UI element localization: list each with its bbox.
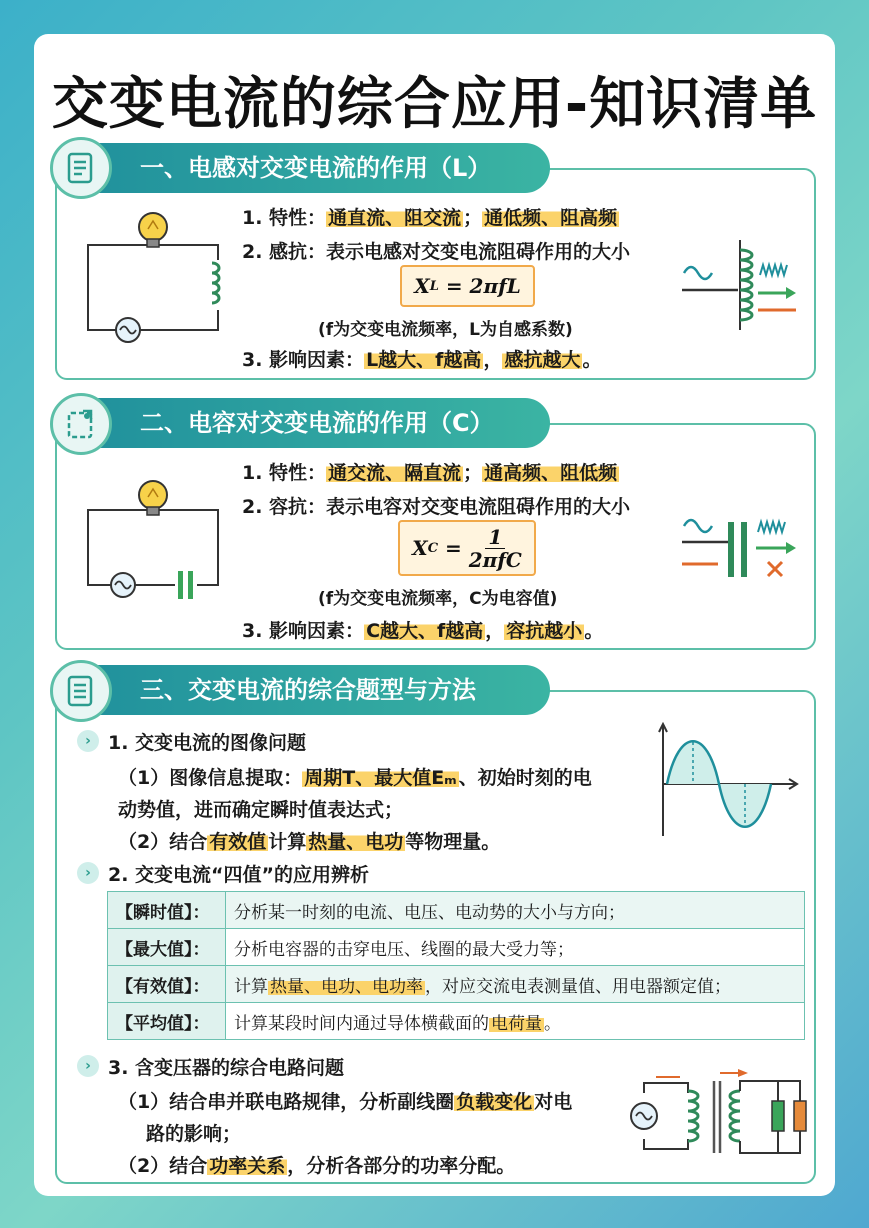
inductor-circuit-diagram bbox=[80, 205, 230, 345]
section-comprehensive-heading: 三、交变电流的综合题型与方法 bbox=[62, 665, 550, 715]
sec1-reactance-def: 2. 感抗：表示电感对交变电流阻碍作用的大小 bbox=[242, 241, 631, 263]
capacitive-reactance-formula: X C = 1 2πfC bbox=[398, 520, 536, 576]
sec2-property: 1. 特性： 通交流、隔直流 ； 通高频、阻低频 bbox=[242, 462, 618, 484]
sec2-factors: 3. 影响因素： C越大、f越高 ， 容抗越小 。 bbox=[242, 620, 604, 642]
chevron-right-icon: › bbox=[77, 1055, 99, 1077]
chevron-right-icon: › bbox=[77, 862, 99, 884]
q3-item-a: （1）结合串并联电路规律，分析副线圈 负载变化 对电 bbox=[118, 1091, 573, 1113]
four-values-table bbox=[107, 891, 805, 1040]
q3-title: 3. 含变压器的综合电路问题 bbox=[108, 1057, 345, 1079]
table-value: 分析电容器的击穿电压、线圈的最大受力等； bbox=[226, 929, 805, 966]
table-key: 【平均值】： bbox=[108, 1003, 226, 1040]
inductor-filter-icon bbox=[678, 235, 803, 335]
table-key: 【最大值】： bbox=[108, 929, 226, 966]
capacitor-filter-icon bbox=[678, 512, 803, 587]
capacitor-circuit-diagram bbox=[80, 475, 230, 605]
q1-title: 1. 交变电流的图像问题 bbox=[108, 732, 307, 754]
page-title: 交变电流的综合应用-知识清单 bbox=[51, 72, 818, 137]
sine-wave-graph bbox=[655, 722, 800, 840]
q1-item-a-cont: 动势值，进而确定瞬时值表达式； bbox=[118, 799, 404, 821]
table-row bbox=[108, 892, 805, 929]
inductive-reactance-formula: X L = 2πfL bbox=[400, 265, 535, 307]
table-value: 计算 热量、电功、电功率 ，对应交流电表测量值、用电器额定值； bbox=[226, 966, 805, 1003]
table-row bbox=[108, 966, 805, 1003]
table-key: 【有效值】： bbox=[108, 966, 226, 1003]
document-icon bbox=[50, 137, 112, 199]
q3-item-b: （2）结合 功率关系 ，分析各部分的功率分配。 bbox=[118, 1155, 516, 1177]
q1-item-b: （2）结合 有效值 计算 热量、电功 等物理量。 bbox=[118, 831, 501, 853]
sec1-factors: 3. 影响因素： L越大、f越高 ， 感抗越大 。 bbox=[242, 349, 602, 371]
edit-icon bbox=[50, 393, 112, 455]
table-key: 【瞬时值】： bbox=[108, 892, 226, 929]
chevron-right-icon: › bbox=[77, 730, 99, 752]
q1-item-a: （1）图像信息提取： 周期T、最大值Eₘ 、初始时刻的电 bbox=[118, 767, 592, 789]
table-value: 分析某一时刻的电流、电压、电动势的大小与方向； bbox=[226, 892, 805, 929]
section-inductor-heading: 一、电感对交变电流的作用（L） bbox=[62, 143, 550, 193]
sec2-reactance-def: 2. 容抗：表示电容对交变电流阻碍作用的大小 bbox=[242, 496, 631, 518]
sec2-note: (f为交变电流频率，C为电容值) bbox=[318, 589, 558, 609]
transformer-circuit-diagram bbox=[628, 1065, 808, 1165]
table-row bbox=[108, 929, 805, 966]
sec1-property: 1. 特性： 通直流、阻交流 ； 通低频、阻高频 bbox=[242, 207, 618, 229]
table-value: 计算某段时间内通过导体横截面的 电荷量 。 bbox=[226, 1003, 805, 1040]
notes-icon bbox=[50, 660, 112, 722]
q2-title: 2. 交变电流“四值”的应用辨析 bbox=[108, 864, 370, 886]
q3-item-a-cont: 路的影响； bbox=[146, 1123, 242, 1145]
section-capacitor-heading: 二、电容对交变电流的作用（C） bbox=[62, 398, 550, 448]
table-row bbox=[108, 1003, 805, 1040]
sec1-note: (f为交变电流频率，L为自感系数) bbox=[318, 320, 573, 340]
